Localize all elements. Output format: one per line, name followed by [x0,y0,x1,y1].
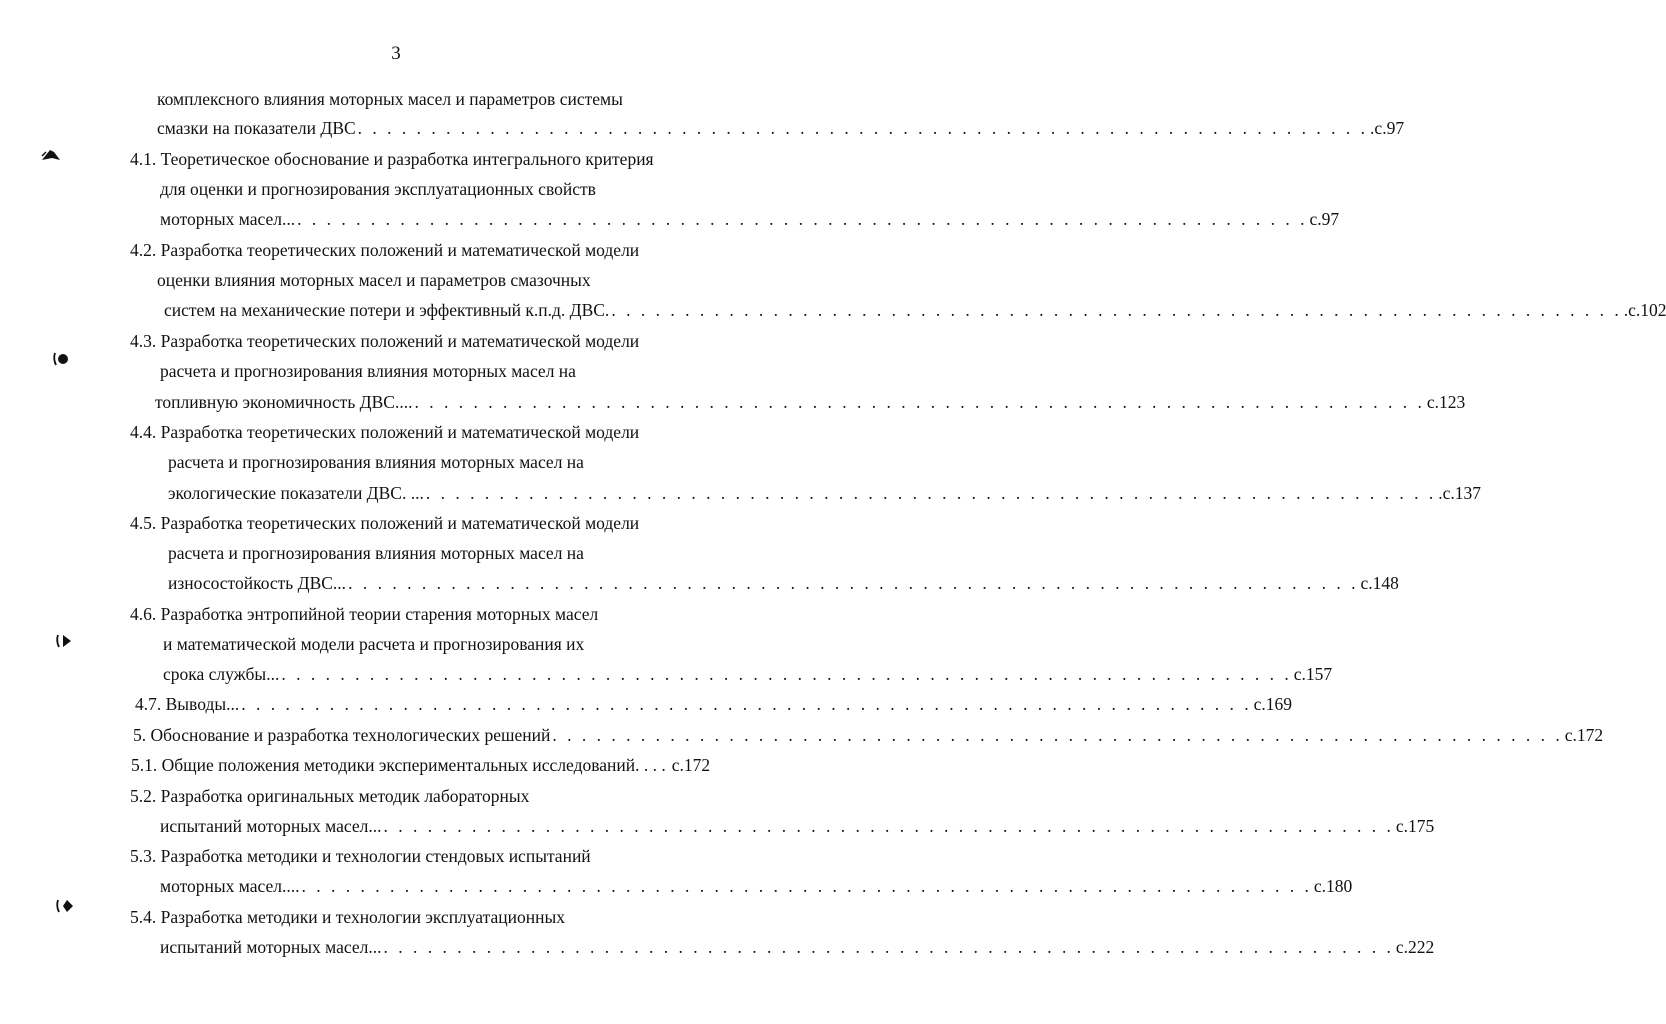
toc-entry-line [160,934,1435,960]
toc-entry-line [160,813,1435,839]
toc-entry-text: топливную экономичность ДВС.... [155,392,413,412]
punch-hole-mark [55,897,77,915]
toc-line: 4.3. Разработка теоретических положений и математической модели [130,331,640,351]
toc-page-ref: с.172 [671,755,711,775]
punch-hole-mark [40,146,62,164]
dot-leader: . . . . . . . . . . . . . . . . . . . . . . . . . . . . . . . . . . . . . . . . . . . . . . . . . . . . . . . . . . . . . . . . . . . . . [552,725,1563,745]
toc-entry-line [160,206,1340,232]
toc-entry-text: износостойкость ДВС... [168,573,347,593]
toc-entry-line [133,722,1604,748]
dot-leader: . . . . . . . . . . . . . . . . . . . . . . . . . . . . . . . . . . . . . . . . . . . . . . . . . . . . . . . . . . . . . . . . . . . . . [611,300,1622,320]
toc-entry-line [157,115,1405,141]
toc-line: оценки влияния моторных масел и параметров смазочных [157,270,591,290]
toc-entry-line [131,752,720,778]
toc-line: расчета и прогнозирования влияния моторных масел на [160,361,576,381]
toc-page-ref: .с.97 [1370,118,1405,138]
dot-leader: . . . . . . . . . . . . . . . . . . . . . . . . . . . . . . . . . . . . . . . . . . . . . . . . . . . . . . . . . . . . . . . . . . . . . [348,573,1359,593]
toc-page-ref: с.222 [1395,937,1435,957]
toc-entry-text: моторных масел.... [160,876,300,896]
toc-entry-line [155,389,1466,415]
toc-line: 4.5. Разработка теоретических положений и математической модели [130,513,640,533]
dot-leader: . . . . . . . . . . . . . . . . . . . . . . . . . . . . . . . . . . . . . . . . . . . . . . . . . . . . . . . . . . . . . . . . . . . . . [281,664,1292,684]
dot-leader: . . . . . . . . . . . . . . . . . . . . . . . . . . . . . . . . . . . . . . . . . . . . . . . . . . . . . . . . . . . . . . . . . . . . . [301,876,1312,896]
toc-page-ref: .с.102 [1623,300,1666,320]
toc-entry-text: систем на механические потери и эффективный к.п.д. ДВС. [164,300,610,320]
toc-page-ref: с.180 [1313,876,1353,896]
toc-entry-text: 4.7. Выводы... [135,694,240,714]
toc-line: 4.2. Разработка теоретических положений и математической модели [130,240,640,260]
punch-hole-mark [55,632,77,650]
toc-entry-text: 5. Обоснование и разработка технологических решений [133,725,551,745]
toc-entry-text: испытаний моторных масел... [160,816,382,836]
toc-line: 5.2. Разработка оригинальных методик лабораторных [130,786,530,806]
toc-line: для оценки и прогнозирования эксплуатационных свойств [160,179,596,199]
toc-entry-line [168,570,1399,596]
toc-entry-line [160,873,1353,899]
toc-line: и математической модели расчета и прогнозирования их [163,634,585,654]
page-number: 3 [391,43,401,64]
toc-line: комплексного влияния моторных масел и параметров системы [157,89,623,109]
toc-line: расчета и прогнозирования влияния моторных масел на [168,452,584,472]
toc-entry-text: моторных масел... [160,209,296,229]
toc-entry-line [135,691,1293,717]
dot-leader: . . . . . . . . . . . . . . . . . . . . . . . . . . . . . . . . . . . . . . . . . . . . . . . . . . . . . . . . . . . . . . . . . . . . . [383,937,1394,957]
toc-line: 4.6. Разработка энтропийной теории старения моторных масел [130,604,599,624]
toc-line: 4.1. Теоретическое обоснование и разработка интегрального критерия [130,149,654,169]
toc-page-ref: с.175 [1395,816,1435,836]
toc-entry-text: экологические показатели ДВС. ... [168,483,424,503]
toc-entry-line [168,480,1481,506]
toc-page-ref: с.157 [1293,664,1333,684]
dot-leader: . . . . . . . . . . . . . . . . . . . . . . . . . . . . . . . . . . . . . . . . . . . . . . . . . . . . . . . . . . . . . . . . . . . . . [357,118,1369,138]
dot-leader: . . . . . . . . . . . . . . . . . . . . . . . . . . . . . . . . . . . . . . . . . . . . . . . . . . . . . . . . . . . . . . . . . . . . . [414,392,1425,412]
toc-page-ref: с.97 [1309,209,1340,229]
punch-hole-mark [52,350,74,368]
toc-entry-line [163,661,1333,687]
toc-page-ref: с.123 [1426,392,1466,412]
dot-leader: . . . . . . . . . . . . . . . . . . . . . . . . . . . . . . . . . . . . . . . . . . . . . . . . . . . . . . . . . . . . . . . . . . . . . [425,483,1437,503]
dot-leader: . . . . . . . . . . . . . . . . . . . . . . . . . . . . . . . . . . . . . . . . . . . . . . . . . . . . . . . . . . . . . . . . . . . . . [383,816,1394,836]
toc-entry-text: смазки на показатели ДВС [157,118,356,138]
toc-entry-line [164,297,1666,323]
toc-line: 4.4. Разработка теоретических положений и математической модели [130,422,640,442]
toc-line: 5.3. Разработка методики и технологии стендовых испытаний [130,846,591,866]
dot-leader: . . . . . . . . . . . . . . . . . . . . . . . . . . . . . . . . . . . . . . . . . . . . . . . . . . . . . . . . . . . . . . . . . . . . . [297,209,1308,229]
toc-page-ref: .с.137 [1438,483,1481,503]
toc-entry-text: срока службы... [163,664,280,684]
toc-page-ref: с.148 [1360,573,1399,593]
toc-entry-text: 5.1. Общие положения методики экспериментальных исследований. . . . [131,755,666,775]
dot-leader: . . . . . . . . . . . . . . . . . . . . . . . . . . . . . . . . . . . . . . . . . . . . . . . . . . . . . . . . . . . . . . . . . . . . . [241,694,1252,714]
toc-line: 5.4. Разработка методики и технологии эксплуатационных [130,907,565,927]
toc-page-ref: с.172 [1564,725,1604,745]
toc-entry-text: испытаний моторных масел... [160,937,382,957]
toc-line: расчета и прогнозирования влияния моторных масел на [168,543,584,563]
toc-page-ref: с.169 [1253,694,1293,714]
